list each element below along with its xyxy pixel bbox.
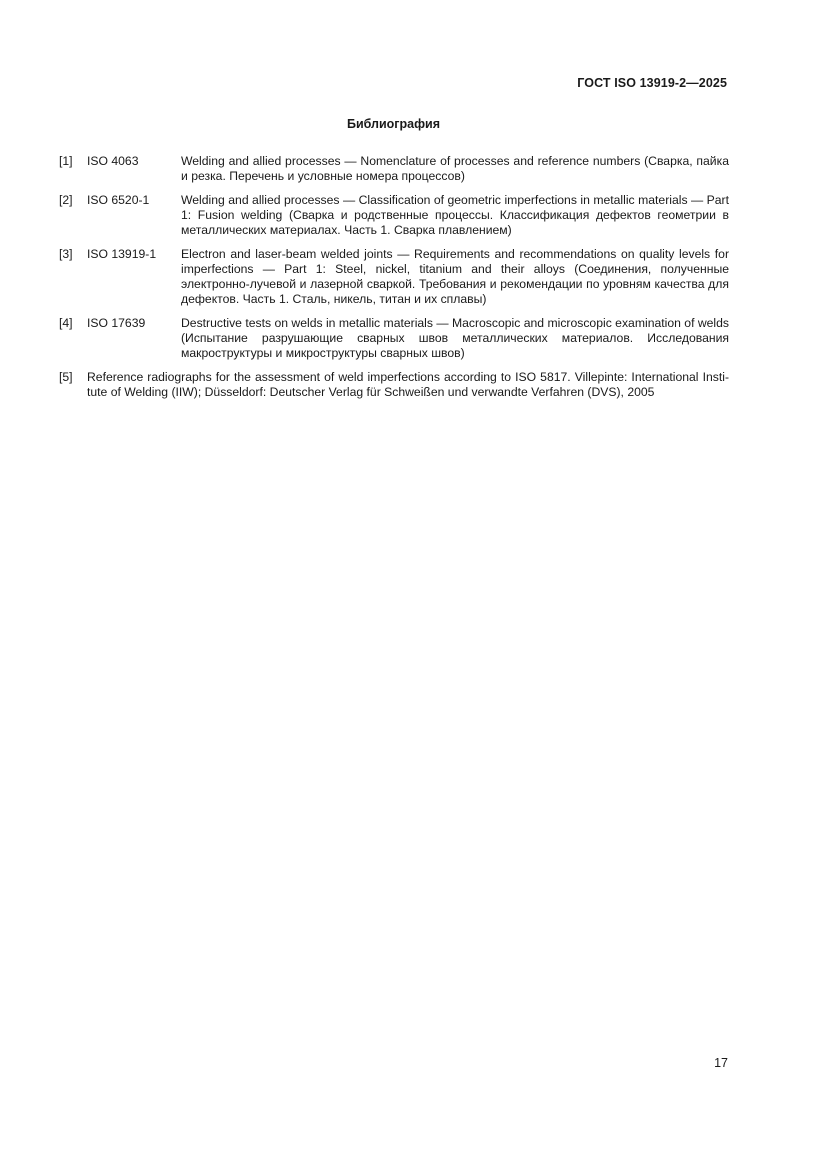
- bibliography-entry: [59, 193, 729, 238]
- entry-standard-code: ISO 4063: [87, 154, 139, 168]
- entry-number: [5]: [59, 370, 73, 384]
- document-id-header: ГОСТ ISO 13919-2—2025: [577, 76, 727, 90]
- bibliography-list: [59, 154, 729, 409]
- entry-number: [4]: [59, 316, 73, 330]
- entry-text: Reference radiographs for the assessment of weld imperfections according to ISO 5817. Villepinte: International Institute of Welding (IIW); Düsseldorf: Deutscher Verlag für Schweißen und verwandte Verfahren (DVS), 2005: [87, 370, 729, 399]
- entry-text: Destructive tests on welds in metallic materials — Macroscopic and microscopic examination of welds (Испытание разрушающие сварных швов металлических материалов. Исследования макроструктуры и микроструктуры сварных швов): [181, 316, 729, 360]
- entry-text: Welding and allied processes — Classification of geometric imperfections in metallic materials — Part 1: Fusion welding (Сварка и родственные процессы. Классификация дефектов геометрии в металлических материалах. Часть 1. Сварка плавлением): [181, 193, 729, 237]
- entry-standard-code: ISO 6520-1: [87, 193, 150, 207]
- entry-standard-code: ISO 17639: [87, 316, 146, 330]
- entry-text: Electron and laser-beam welded joints — Requirements and recommendations on quality levels for imperfections — Part 1: Steel, nickel, titanium and their alloys (Соединения, полученные электронно-лучевой и лазерной сваркой. Требования и рекомендации по уровням качества для дефектов. Часть 1. Сталь, никель, титан и их сплавы): [181, 247, 729, 306]
- bibliography-entry: [59, 316, 729, 361]
- bibliography-entry: [59, 247, 729, 307]
- page-title: Библиография: [346, 117, 441, 131]
- bibliography-entry: [59, 154, 729, 184]
- entry-number: [1]: [59, 154, 73, 168]
- page-number: 17: [714, 1056, 728, 1070]
- entry-number: [2]: [59, 193, 73, 207]
- entry-standard-code: ISO 13919-1: [87, 247, 157, 261]
- entry-text: Welding and allied processes — Nomenclature of processes and reference numbers (Сварка, пайка и резка. Перечень и условные номера процессов): [181, 154, 729, 183]
- bibliography-entry: [59, 370, 729, 400]
- entry-number: [3]: [59, 247, 73, 261]
